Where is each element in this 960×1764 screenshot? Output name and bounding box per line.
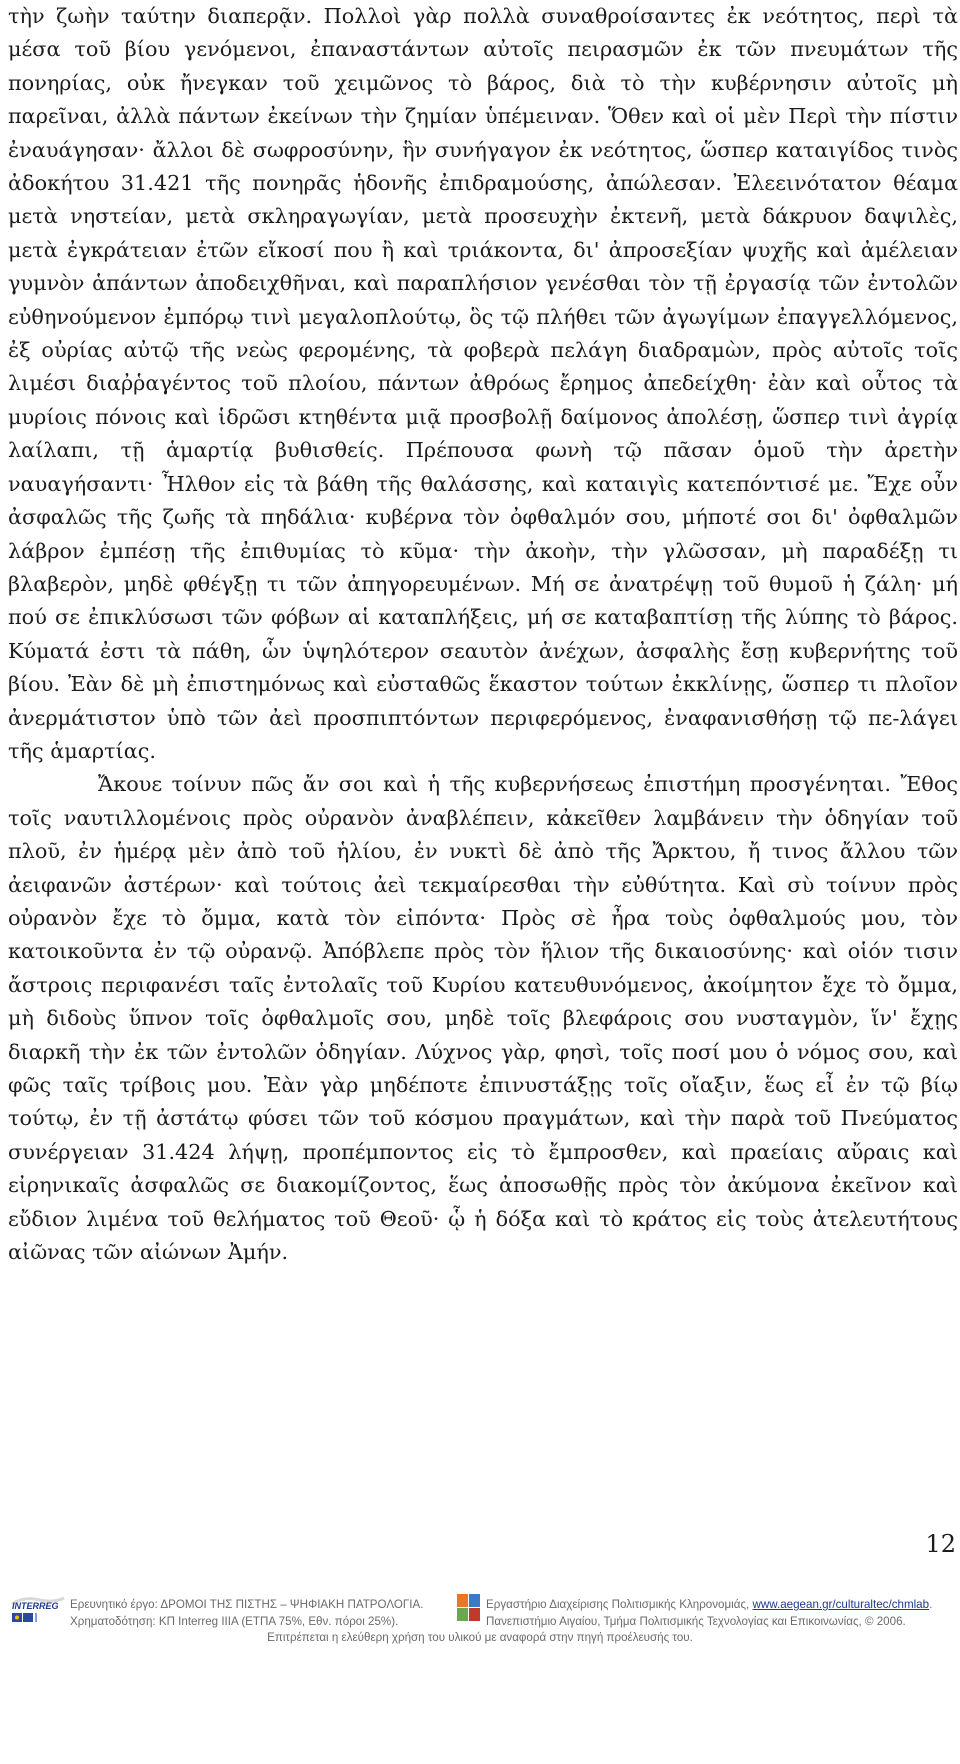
lab-website-link[interactable]: www.aegean.gr/culturaltec/chmlab — [752, 1598, 930, 1611]
footer-left-text — [70, 1596, 423, 1630]
funding-line: Χρηματοδότηση: ΚΠ Interreg IIIA (ΕΤΠΑ 75%, Εθν. πόροι 25%). — [70, 1615, 399, 1628]
lab-name: Εργαστήριο Διαχείρισης Πολιτισμικής Κληρονομιάς, — [486, 1598, 753, 1611]
usage-notice: Επιτρέπεται η ελεύθερη χρήση του υλικού με αναφορά στην πηγή προέλευσής του. — [267, 1631, 693, 1644]
interreg-logo — [10, 1594, 66, 1626]
body-paragraph: τὴν ζωὴν ταύτην διαπερᾷν. Πολλοὶ γὰρ πολλὰ συναθροίσαντες ἐκ νεότητος, περὶ τὰ μέσα τοῦ βίου γενόμενοι, ἐπαναστάντων αὐτοῖς πειρασμῶν ἐκ τῶν πνευμάτων τῆς πονηρίας, οὐκ ἤνεγκαν τοῦ χειμῶνος τὸ βάρος, διὰ τὸ τὴν κυβέρνησιν αὐτοῖς μὴ παρεῖναι, ἀλλὰ πάντων ἐκείνων τὴν ζημίαν ὑπέμειναν. Ὅθεν καὶ οἱ μὲν Περὶ τὴν πίστιν ἐναυάγησαν· ἄλλοι δὲ σωφροσύνην, ἣν συνήγαγον ἐκ νεότητος, ὥσπερ καταιγίδος τινὸς ἀδοκήτου 31.421 τῆς πονηρᾶς ἡδονῆς ἐπιδραμούσης, ἀπώλεσαν. Ἐλεεινότατον θέαμα μετὰ νηστείαν, μετὰ σκληραγωγίαν, μετὰ προσευχὴν ἐκτενῆ, μετὰ δάκρυον δαψιλὲς, μετὰ ἐγκράτειαν ἐτῶν εἴκοσί που ἢ καὶ τριάκοντα, δι' ἀπροσεξίαν ψυχῆς καὶ ἀμέλειαν γυμνὸν ἁπάντων ἀποδειχθῆναι, καὶ παραπλήσιον γενέσθαι τὸν τῇ ἐργασίᾳ τῶν ἐντολῶν εὐθηνούμενον ἐμπόρῳ τινὶ μεγαλοπλούτῳ, ὃς τῷ πλήθει τῶν ἀγωγίμων ἐπαγγελλόμενος, ἐξ οὐρίας αὐτῷ τῆς νεὼς φερομένης, τὰ φοβερὰ πελάγη διαδραμὼν, πρὸς αὐτοῖς τοῖς λιμέσι διαῤῥαγέντος τοῦ πλοίου, πάντων ἀθρόως ἔρημος ἀπεδείχθη· ἐὰν καὶ οὗτος τὰ μυρίοις πόνοις καὶ ἱδρῶσι κτηθέντα μιᾷ προσβολῇ δαίμονος ἀπολέσῃ, ὥσπερ τινὶ ἀγρίᾳ λαίλαπι, τῇ ἁμαρτίᾳ βυθισθείς. Πρέπουσα φωνὴ τῷ πᾶσαν ὁμοῦ τὴν ἀρετὴν ναυαγήσαντι· Ἦλθον εἰς τὰ βάθη τῆς θαλάσσης, καὶ καταιγὶς κατεπόντισέ με. Ἔχε οὖν ἀσφαλῶς τῆς ζωῆς τὰ πηδάλια· κυβέρνα τὸν ὀφθαλμόν σου, μήποτέ σοι δι' ὀφθαλμῶν λάβρον ἐμπέσῃ τῆς ἐπιθυμίας τὸ κῦμα· τὴν ἀκοὴν, τὴν γλῶσσαν, μὴ παραδέξῃ τι βλαβερὸν, μηδὲ φθέγξῃ τι τῶν ἀπηγορευμένων. Μή σε ἀνατρέψῃ τοῦ θυμοῦ ἡ ζάλη· μή πού σε ἐπικλύσωσι τῶν φόβων αἱ καταπλήξεις, μή σε καταβαπτίσῃ τῆς λύπης τὸ βάρος. Κύματά ἐστι τὰ πάθη, ὧν ὑψηλότερον σεαυτὸν ἀνέχων, ἀσφαλὴς ἔσῃ κυβερνήτης τοῦ βίου. Ἐὰν δὲ μὴ ἐπιστημόνως καὶ εὐσταθῶς ἕκαστον τούτων ἐκκλίνῃς, ὥσπερ τι πλοῖον ἀνερμάτιστον ὑπὸ τῶν ἀεὶ προσπιπτόντων περιφερόμενος, ἐναφανισθήσῃ τῷ πε-λάγει τῆς ἁμαρτίας. — [8, 4, 958, 763]
lab-line — [486, 1596, 932, 1613]
document-body — [8, 0, 958, 1269]
lab-logo — [457, 1594, 481, 1622]
interreg-logo-text: INTERREG — [12, 1601, 59, 1611]
footer — [0, 1590, 960, 1710]
body-paragraph: Ἄκουε τοίνυν πῶς ἄν σοι καὶ ἡ τῆς κυβερνήσεως ἐπιστήμη προσγένηται. Ἔθος τοῖς ναυτιλλομένοις πρὸς οὐρανὸν ἀναβλέπειν, κἀκεῖθεν λαμβάνειν τὴν ὁδηγίαν τοῦ πλοῦ, ἐν ἡμέρᾳ μὲν ἀπὸ τοῦ ἡλίου, ἐν νυκτὶ δὲ ἀπὸ τῆς Ἄρκτου, ἤ τινος ἄλλου τῶν ἀειφανῶν ἀστέρων· καὶ τούτοις ἀεὶ τεκμαίρεσθαι τὴν εὐθύτητα. Καὶ σὺ τοίνυν πρὸς οὐρανὸν ἔχε τὸ ὄμμα, κατὰ τὸν εἰπόντα· Πρὸς σὲ ἦρα τοὺς ὀφθαλμούς μου, τὸν κατοικοῦντα ἐν τῷ οὐρανῷ. Ἀπόβλεπε πρὸς τὸν ἥλιον τῆς δικαιοσύνης· καὶ οἱόν τισιν ἄστροις περιφανέσι ταῖς ἐντολαῖς τοῦ Κυρίου κατευθυνόμενος, ἀκοίμητον ἔχε τὸ ὄμμα, μὴ διδοὺς ὕπνον τοῖς ὀφθαλμοῖς σου, μηδὲ τοῖς βλεφάροις σου νυσταγμὸν, ἵν' ἔχῃς διαρκῆ τὴν ἐκ τῶν ἐντολῶν ὁδηγίαν. Λύχνος γὰρ, φησὶ, τοῖς ποσί μου ὁ νόμος σου, καὶ φῶς ταῖς τρίβοις μου. Ἐὰν γὰρ μηδέποτε ἐπινυστάξῃς τοῖς οἴαξιν, ἕως εἶ ἐν τῷ βίῳ τούτῳ, ἐν τῇ ἀστάτῳ φύσει τῶν τοῦ κόσμου πραγμάτων, καὶ τὴν παρὰ τοῦ Πνεύματος συνέργειαν 31.424 λήψῃ, προπέμποντος εἰς τὸ ἔμπροσθεν, καὶ πραείαις αὔραις καὶ εἰρηνικαῖς ἀσφαλῶς σε διακομίζοντος, ἕως ἀποσωθῇς πρὸς τὸν ἀκύμονα ἐκεῖνον καὶ εὔδιον λιμένα τοῦ θελήματος τοῦ Θεοῦ· ᾧ ἡ δόξα καὶ τὸ κράτος εἰς τοὺς ἀτελευτήτους αἰῶνας τῶν αἰώνων Ἀμήν. — [8, 772, 958, 1265]
lab-line-end: . — [929, 1598, 933, 1611]
footer-right-text — [486, 1596, 932, 1630]
page-number: 12 — [925, 1530, 956, 1558]
university-line: Πανεπιστήμιο Αιγαίου, Τμήμα Πολιτισμικής Τεχνολογίας και Επικοινωνίας, © 2006. — [486, 1615, 906, 1628]
project-line: Ερευνητικό έργο: ΔΡΟΜΟΙ ΤΗΣ ΠΙΣΤΗΣ – ΨΗΦΙΑΚΗ ΠΑΤΡΟΛΟΓΙΑ. — [70, 1598, 424, 1611]
